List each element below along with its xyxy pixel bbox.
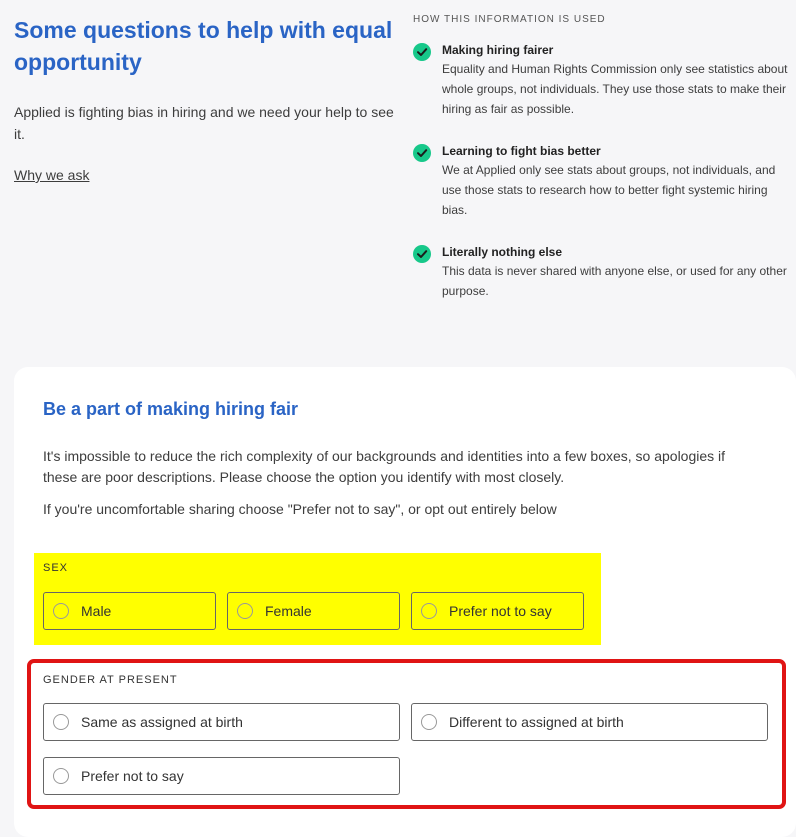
option-label: Different to assigned at birth [449,714,624,730]
card-title: Be a part of making hiring fair [43,399,299,419]
check-circle-icon [413,144,431,162]
usage-section [413,14,793,301]
option-label: Female [265,603,312,619]
sex-option-prefer-not-to-say[interactable] [411,592,584,630]
usage-item [413,243,793,301]
radio-icon[interactable] [53,768,69,784]
gender-label: GENDER AT PRESENT [43,674,178,686]
gender-question [27,659,786,809]
option-label: Male [81,603,112,619]
sex-option-male[interactable] [43,592,216,630]
usage-heading: HOW THIS INFORMATION IS USED [413,14,606,25]
equal-opportunity-form-card [14,367,796,837]
usage-item-desc: Equality and Human Rights Commission only see statistics about whole groups, not individuals. They use those stats to make their hiring as fair as possible. [442,62,788,116]
gender-option-same-as-birth[interactable] [43,703,400,741]
card-description: It's impossible to reduce the rich complexity of our backgrounds and identities into a few boxes, so apologies if these are poor descriptions. Please choose the option you identify with most closely. [43,448,726,485]
option-label: Prefer not to say [449,603,552,619]
check-circle-icon [413,245,431,263]
gender-option-prefer-not-to-say[interactable] [43,757,400,795]
option-label: Prefer not to say [81,768,184,784]
why-we-ask-link[interactable]: Why we ask [14,167,90,183]
intro-text: Applied is fighting bias in hiring and we need your help to see it. [14,104,394,142]
usage-item [413,142,793,220]
usage-item-title: Making hiring fairer [442,43,554,57]
radio-icon[interactable] [421,714,437,730]
usage-item-desc: This data is never shared with anyone else, or used for any other purpose. [442,264,787,298]
radio-icon[interactable] [421,603,437,619]
radio-icon[interactable] [237,603,253,619]
radio-icon[interactable] [53,714,69,730]
usage-item-title: Literally nothing else [442,245,563,259]
radio-icon[interactable] [53,603,69,619]
sex-question [34,553,601,645]
gender-option-different-to-birth[interactable] [411,703,768,741]
option-label: Same as assigned at birth [81,714,243,730]
usage-item-desc: We at Applied only see stats about groups, not individuals, and use those stats to research how to better fight systemic hiring bias. [442,163,776,217]
usage-item-title: Learning to fight bias better [442,144,601,158]
sex-label: SEX [43,562,69,574]
usage-item [413,41,793,119]
intro-section [14,14,399,185]
page-title: Some questions to help with equal opportunity [14,17,393,75]
card-opt-out-note: If you're uncomfortable sharing choose "Prefer not to say", or opt out entirely below [43,501,557,517]
check-circle-icon [413,43,431,61]
sex-option-female[interactable] [227,592,400,630]
